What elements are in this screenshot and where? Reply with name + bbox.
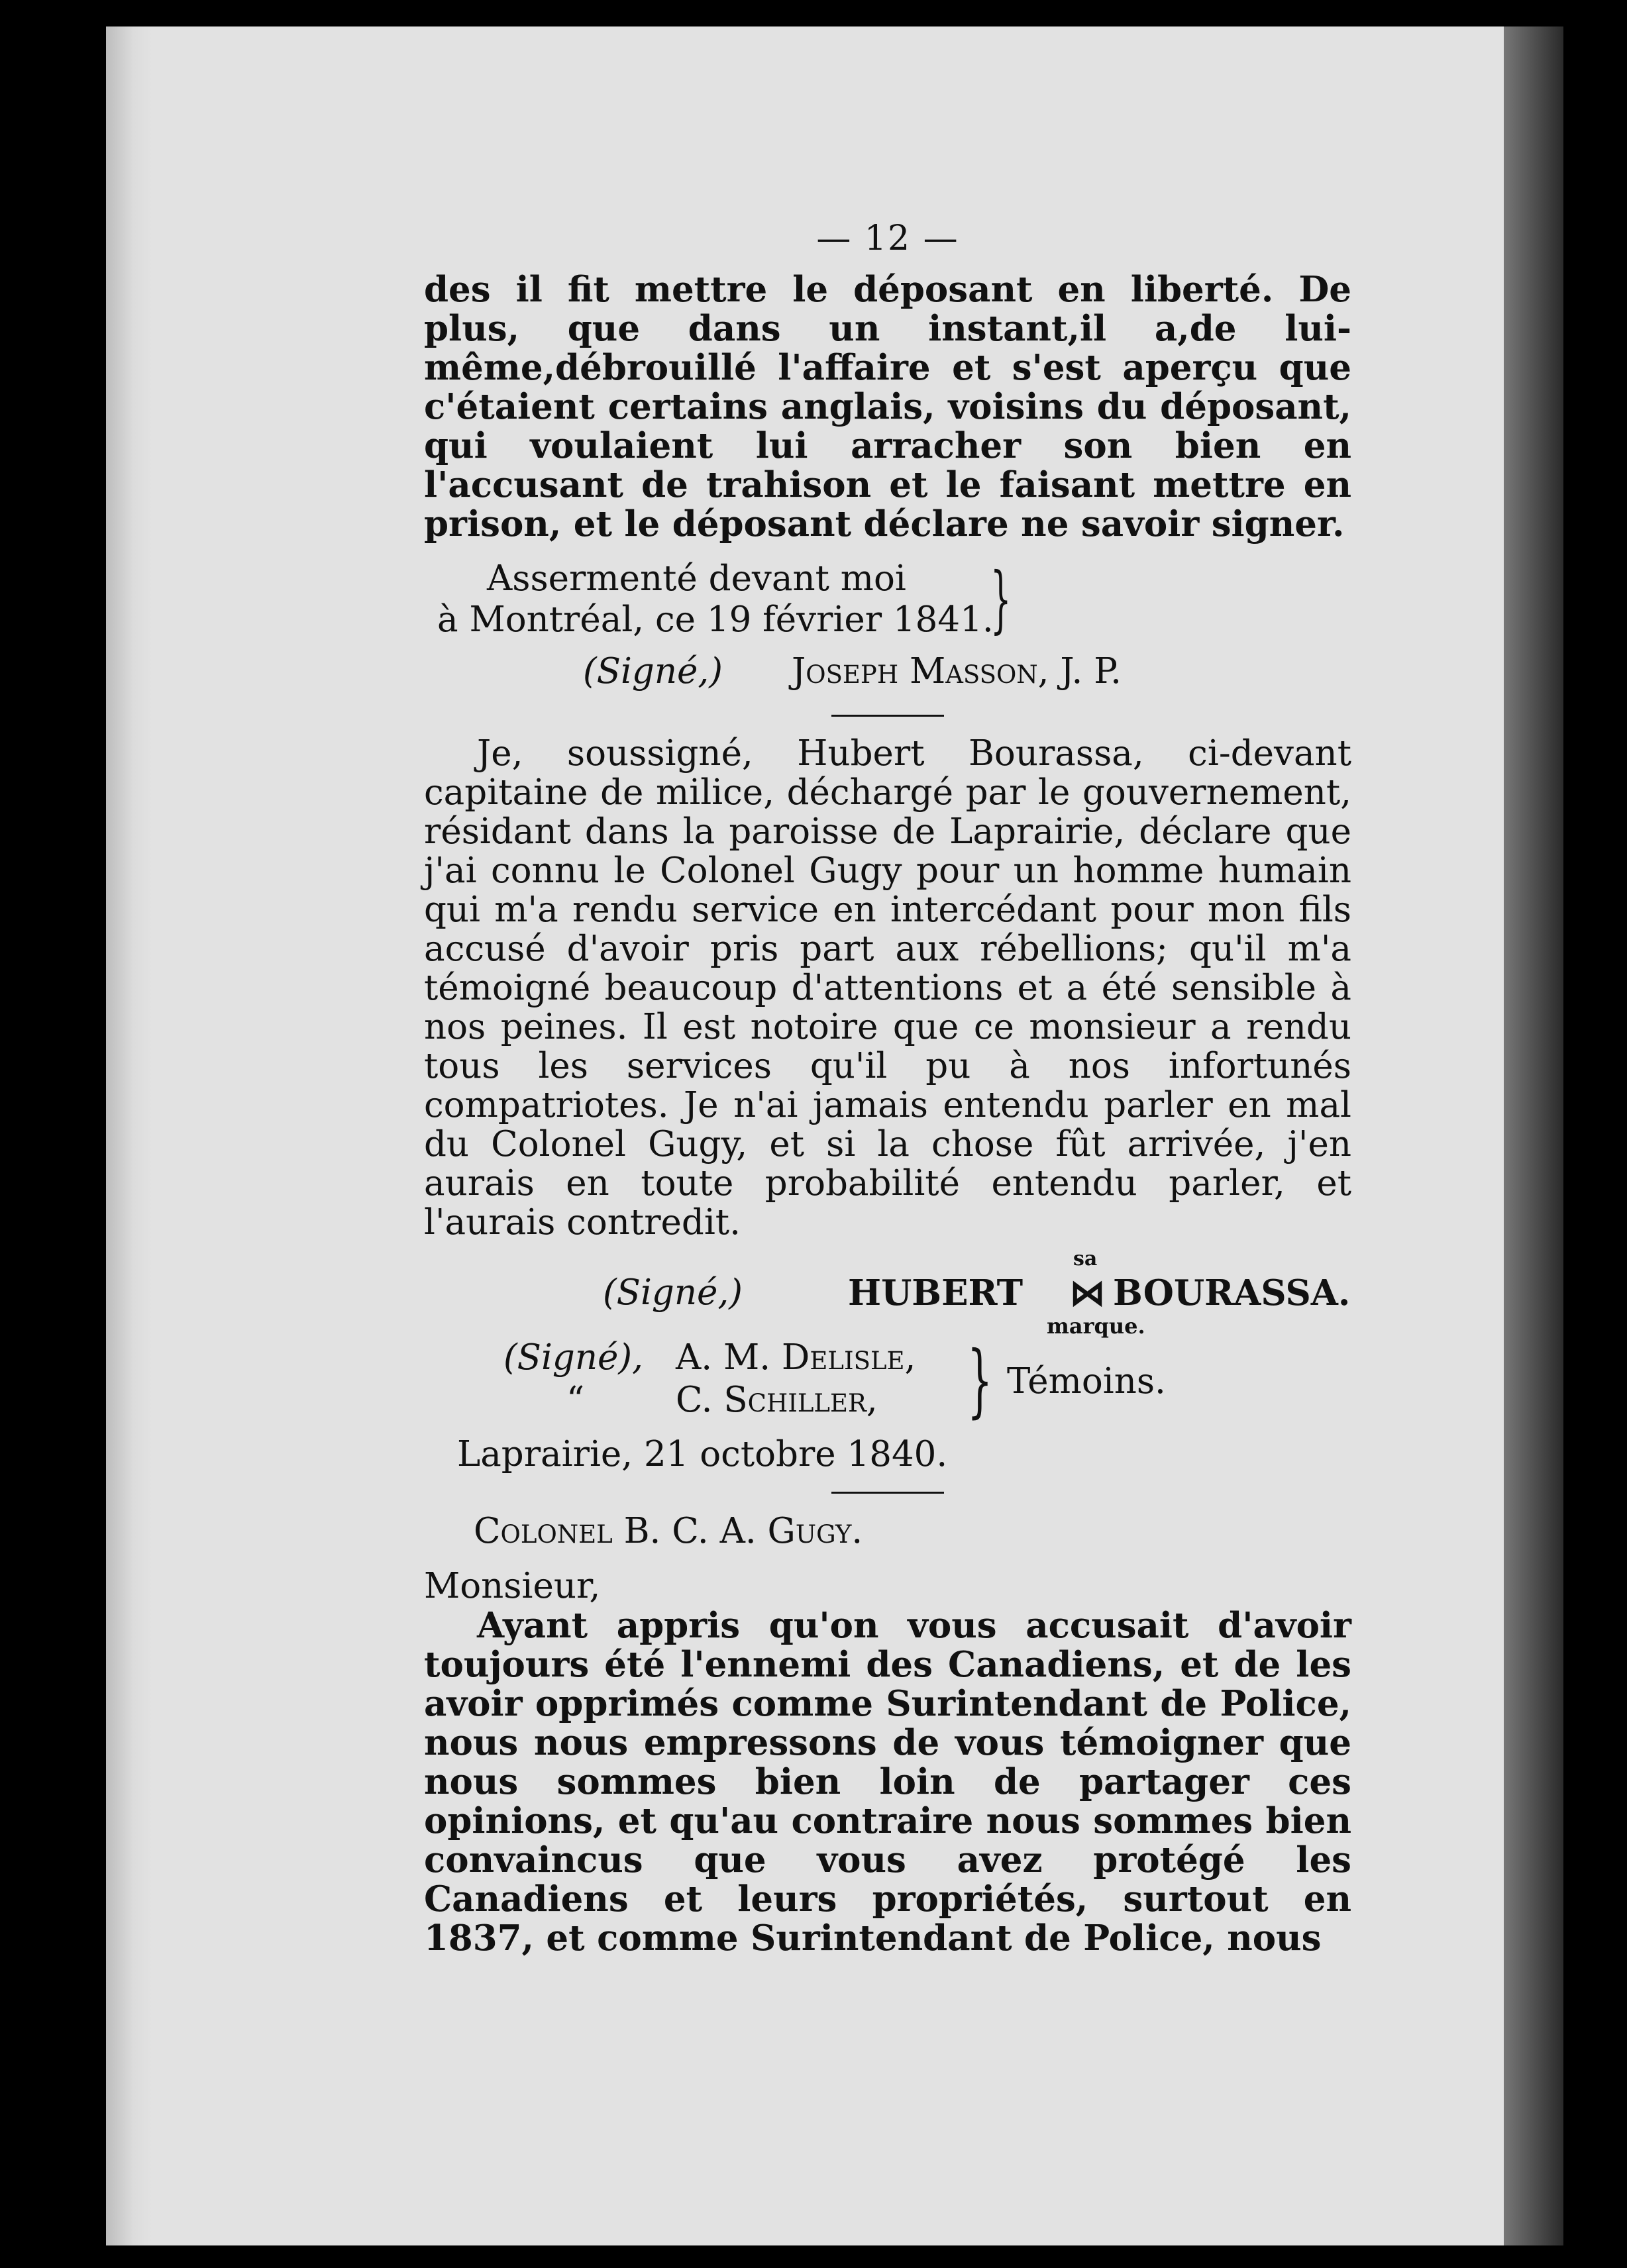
letter-salutation: Monsieur,	[424, 1566, 601, 1606]
sworn-statement	[424, 558, 1351, 642]
signer-name: Joseph Masson, J. P.	[792, 651, 1122, 692]
letter-addressee: Colonel B. C. A. Gugy.	[474, 1511, 863, 1551]
place-date: Laprairie, 21 octobre 1840.	[457, 1434, 948, 1474]
paragraph-bourassa-declaration: Je, soussigné, Hubert Bourassa, ci-devant capitaine de milice, déchargé par le gouvernement, résidant dans la paroisse de Laprairie, déclare que j'ai connu le Colonel Gugy pour un homme humain qui m'a rendu service en intercédant pour mon fils accusé d'avoir pris part aux rébellions; qu'il m'a témoigné beaucoup d'attentions et a été sensible à nos peines. Il est notoire que ce monsieur a rendu tous les services qu'il pu à nos infortunés compatriotes. Je n'ai jamais entendu parler en mal du Colonel Gugy, et si la chose fût arrivée, j'en aurais en toute probabilité entendu parler, et l'aurais contredit.	[424, 733, 1351, 1243]
mark-first-name: HUBERT	[848, 1272, 1023, 1314]
mark-last-name: BOURASSA.	[1113, 1272, 1351, 1314]
witness-label: Témoins.	[1007, 1361, 1166, 1402]
section-divider	[831, 1492, 944, 1494]
document-page	[424, 219, 1351, 1958]
witness-1: A. M. Delisle,	[676, 1337, 916, 1378]
witness-2: C. Schiller,	[676, 1380, 878, 1420]
ditto-mark: “	[566, 1380, 585, 1420]
paragraph-letter-body: Ayant appris qu'on vous accusait d'avoir toujours été l'ennemi des Canadiens, et de les avoir opprimés comme Surintendant de Police, nous nous empressons de vous témoigner que nous sommes bien loin de partager ces opinions, et qu'au contraire nous sommes bien convaincus que vous avez protégé les Canadiens et leurs propriétés, surtout en 1837, et comme Surintendant de Police, nous	[424, 1605, 1351, 1959]
mark-marque: marque.	[1047, 1314, 1145, 1339]
signature-masson	[424, 651, 1351, 697]
signed-label: (Signé,)	[583, 651, 723, 692]
paragraph-deposition-end: des il fit mettre le déposant en liberté. De plus, que dans un instant,il a,de lui-même,débrouillé l'affaire et s'est aperçu que c'étaient certains anglais, voisins du déposant, qui voulaient lui arracher son bien en l'accusant de trahison et le faisant mettre en prison, et le déposant déclare ne savoir signer.	[424, 269, 1351, 544]
sworn-line-2: à Montréal, ce 19 février 1841.	[437, 599, 994, 640]
signature-bourassa	[424, 1247, 1351, 1339]
page-gutter	[106, 26, 152, 2245]
page-number: — 12 —	[816, 219, 959, 258]
brace-mark: }	[967, 1335, 993, 1427]
section-divider	[831, 715, 944, 717]
sworn-line-1: Assermenté devant moi	[487, 558, 906, 599]
page-edge	[1504, 26, 1563, 2245]
mark-sa: sa	[1073, 1247, 1098, 1270]
brace-mark: }	[990, 556, 1012, 641]
witness-block	[424, 1337, 1351, 1430]
witness-signed-label: (Signé),	[503, 1337, 643, 1378]
signed-label: (Signé,)	[603, 1272, 743, 1313]
mark-cross-icon: ⋈	[1070, 1272, 1105, 1314]
